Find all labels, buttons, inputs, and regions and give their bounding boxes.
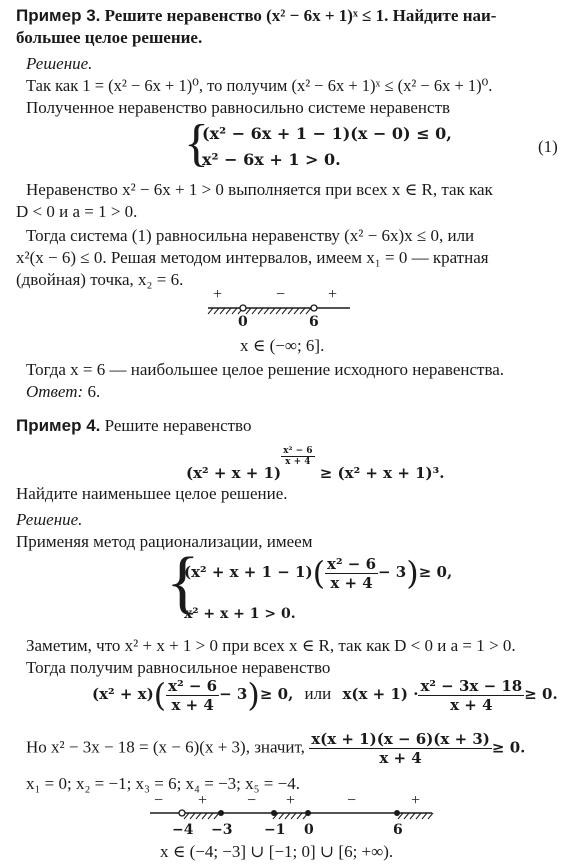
example-3-line-10: Тогда x = 6 — наибольшее целое решение исходного неравенства. xyxy=(26,360,505,379)
eq-factor: (x² + x) xyxy=(92,685,154,703)
tick-0-b: 0 xyxy=(304,822,314,838)
fraction-numerator: x(x + 1)(x − 6)(x + 3) xyxy=(311,730,490,748)
system-brace: { xyxy=(184,115,209,172)
example-3-solution-label: Решение. xyxy=(26,54,93,73)
system-brace-2: { xyxy=(166,544,200,621)
example-3-line-7: Тогда система (1) равносильна неравенству (x² − 6x)x ≤ 0, или xyxy=(26,226,475,245)
tick-minus-1: −1 xyxy=(264,822,286,838)
example-3-line-9: (двойная) точка, x₂ = 6. xyxy=(16,270,184,289)
example-3-task-cont: большее целое решение. xyxy=(16,28,203,47)
fraction-numerator: x² − 6 xyxy=(168,676,218,695)
example-3-system-2: x² − 6x + 1 > 0. xyxy=(202,150,341,169)
sign-a: − xyxy=(154,792,164,809)
tick-minus-3: −3 xyxy=(211,822,233,838)
example-3-system-1: (x² − 6x + 1 − 1)(x − 0) ≤ 0, xyxy=(202,124,452,143)
tick-6: 6 xyxy=(309,314,319,330)
example-4-system-1: (x² + x + 1 − 1)( $\frac{\text{x² − 6}}{x + 4}$ − 3)≥ 0, xyxy=(184,554,453,592)
example-3-line-5: Неравенство x² − 6x + 1 > 0 выполняется при всех x ∈ R, так как xyxy=(26,180,493,199)
sign-f: + xyxy=(411,792,421,809)
eq-minus: − 3 xyxy=(219,685,248,703)
factorization-relation: ≥ 0. xyxy=(491,738,526,757)
example-4-equivalent-inequality: (x² + x)( $\frac{\text{x² − 6}}{x + 4}$ − 3)≥ 0, или x(x + 1) · $\frac{\text{x² − 3x − 18}}{x + 4}$ ≥ 0. xyxy=(92,676,558,714)
example-4-line-5: Тогда получим равносильное неравенство xyxy=(26,658,331,677)
example-3-task: Решите неравенство (x² − 6x + 1)ˣ ≤ 1. Найдите наи- xyxy=(104,6,497,25)
example-4-roots: x₁ = 0; x₂ = −1; x₃ = 6; x₄ = −3; x₅ = −4. xyxy=(26,774,300,793)
system-1-minus: − 3 xyxy=(378,563,407,581)
or-word: или xyxy=(304,684,332,703)
tick-0: 0 xyxy=(238,314,248,330)
point-minus-3 xyxy=(218,810,224,816)
example-4-line-2: Найдите наименьшее целое решение. xyxy=(16,484,288,503)
exponent-numerator: x² − 6 xyxy=(283,446,313,456)
fraction-numerator: x² − 6 xyxy=(327,554,377,573)
system-1-factor: (x² + x + 1 − 1) xyxy=(184,563,313,581)
answer-value: 6. xyxy=(87,382,101,401)
answer-label: Ответ: xyxy=(26,382,84,401)
point-minus-4 xyxy=(179,810,185,816)
fraction-numerator: x² − 3x − 18 xyxy=(420,676,523,695)
eq-relation: ≥ 0, xyxy=(259,685,294,703)
example-3-label: Пример 3. xyxy=(16,6,101,25)
point-6 xyxy=(394,810,400,816)
fraction-denominator: x + 4 xyxy=(450,695,493,714)
sign-c: − xyxy=(247,792,257,809)
tick-6-b: 6 xyxy=(393,822,403,838)
sign-e: − xyxy=(347,792,357,809)
fraction-denominator: x + 4 xyxy=(330,573,373,592)
point-0 xyxy=(305,810,311,816)
equation-tag: (1) xyxy=(538,137,558,156)
sign-2: − xyxy=(276,286,286,303)
example-3-result: x ∈ (−∞; 6]. xyxy=(240,336,325,355)
point-minus-1 xyxy=(271,810,277,816)
example-3-line-4: Полученное неравенство равносильно системе неравенств xyxy=(26,98,451,117)
sign-d: + xyxy=(286,792,296,809)
example-4-result: x ∈ (−4; −3] ∪ [−1; 0] ∪ [6; +∞). xyxy=(160,842,394,861)
eq-relation-2: ≥ 0. xyxy=(524,685,558,703)
inequality-rhs: ≥ (x² + x + 1)³. xyxy=(319,464,445,482)
example-4-line-3: Применяя метод рационализации, имеем xyxy=(16,532,313,551)
example-4-solution-label: Решение. xyxy=(16,510,83,529)
example-3-line-6: D < 0 и a = 1 > 0. xyxy=(16,202,138,221)
fraction-denominator: x + 4 xyxy=(171,695,214,714)
sign-3: + xyxy=(328,286,338,303)
sign-b: + xyxy=(198,792,208,809)
example-4-task: Решите неравенство xyxy=(104,416,252,435)
inequality-base: (x² + x + 1) xyxy=(186,464,282,482)
sign-1: + xyxy=(213,286,223,303)
system-1-relation: ≥ 0, xyxy=(418,563,453,581)
example-4-system-2: x² + x + 1 > 0. xyxy=(184,606,296,622)
tick-minus-4: −4 xyxy=(172,822,194,838)
factorization-text: Но x² − 3x − 18 = (x − 6)(x + 3), значит, xyxy=(26,737,305,757)
example-3-line-8: x²(x − 6) ≤ 0. Решая методом интервалов, имеем x₁ = 0 — кратная xyxy=(16,248,489,267)
eq-product: x(x + 1) · xyxy=(342,685,419,703)
example-3-line-3: Так как 1 = (x² − 6x + 1)⁰, то получим (x² − 6x + 1)ˣ ≤ (x² − 6x + 1)⁰. xyxy=(26,76,493,95)
example-4-label: Пример 4. xyxy=(16,416,101,435)
example-4-line-4: Заметим, что x² + x + 1 > 0 при всех x ∈ R, так как D < 0 и a = 1 > 0. xyxy=(26,636,516,655)
exponent-denominator: x + 4 xyxy=(285,457,311,467)
fraction-denominator: x + 4 xyxy=(379,749,422,767)
